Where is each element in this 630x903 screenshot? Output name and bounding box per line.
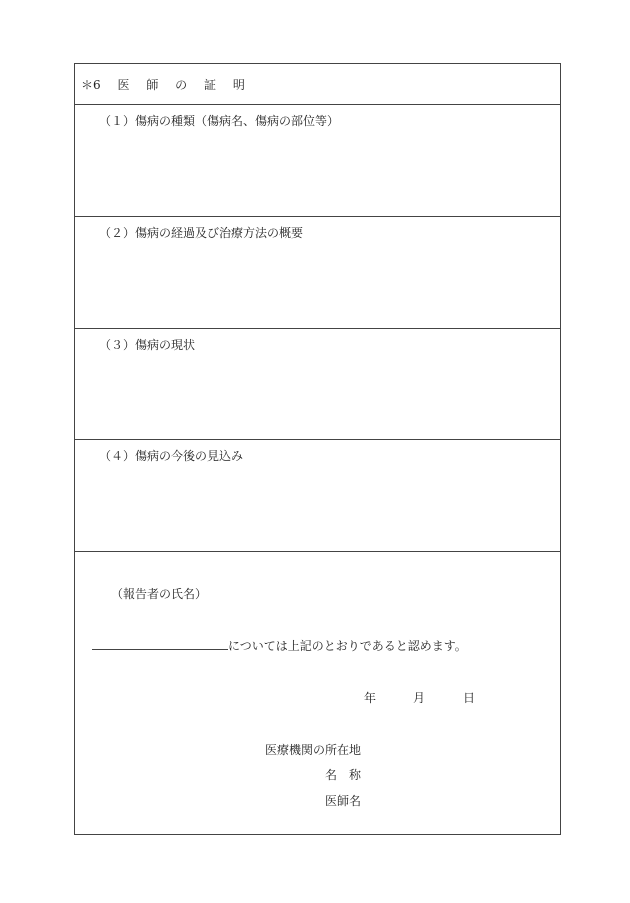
title-char: 医 xyxy=(117,78,130,92)
title-char: 証 xyxy=(204,78,217,92)
treatment-progress-label: （２）傷病の経過及び治療方法の概要 xyxy=(99,226,304,240)
reporter-name-label: （報告者の氏名） xyxy=(111,587,208,601)
name-char: 称 xyxy=(349,768,362,782)
current-condition-label: （３）傷病の現状 xyxy=(99,338,196,352)
date-year-label: 年 xyxy=(364,691,377,705)
date-day-label: 日 xyxy=(463,691,476,705)
injury-type-label: （１）傷病の種類（傷病名、傷病の部位等） xyxy=(99,114,340,128)
title-char: の xyxy=(175,78,188,92)
section-title xyxy=(81,76,258,93)
injury-type-field[interactable] xyxy=(75,105,560,217)
section-number: ＊6 xyxy=(81,78,101,92)
certification-statement xyxy=(92,637,467,654)
doctor-name-label: 医師名 xyxy=(325,794,362,808)
date-month-label: 月 xyxy=(413,691,426,705)
certification-block xyxy=(75,552,560,834)
institution-name-label xyxy=(325,766,361,783)
form-header xyxy=(75,64,560,105)
treatment-progress-field[interactable] xyxy=(75,217,560,329)
institution-address-label: 医療機関の所在地 xyxy=(265,743,362,757)
certification-text: については上記のとおりであると認めます。 xyxy=(228,639,467,653)
prognosis-field[interactable] xyxy=(75,440,560,552)
prognosis-label: （４）傷病の今後の見込み xyxy=(99,449,244,463)
title-char: 師 xyxy=(146,78,159,92)
reporter-name-blank[interactable] xyxy=(92,637,228,650)
current-condition-field[interactable] xyxy=(75,329,560,440)
title-char: 明 xyxy=(232,78,245,92)
name-char: 名 xyxy=(325,768,338,782)
doctor-certificate-form xyxy=(74,63,561,835)
